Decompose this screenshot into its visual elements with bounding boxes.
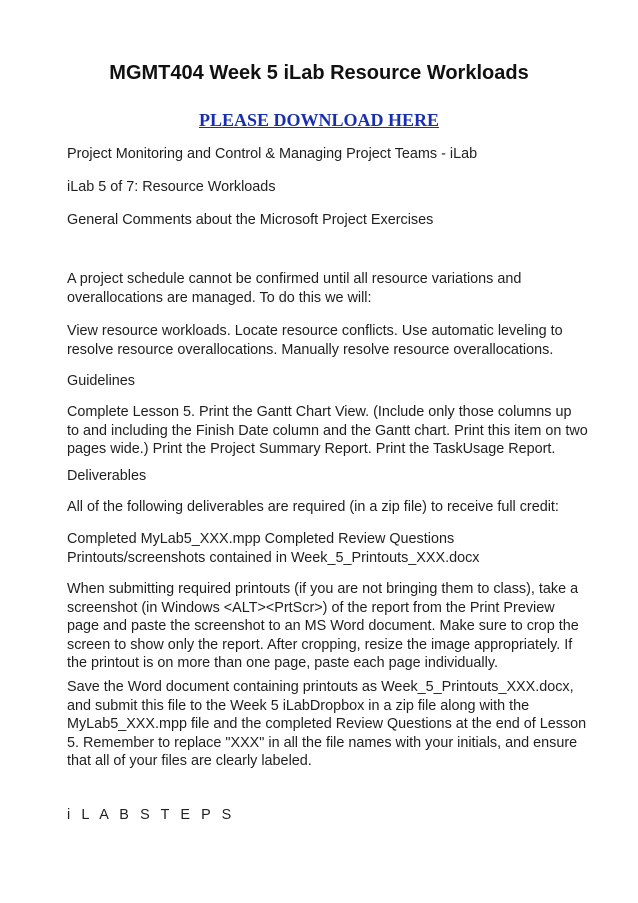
document-title: MGMT404 Week 5 iLab Resource Workloads	[109, 62, 529, 84]
deliverables-heading: Deliverables	[67, 468, 147, 484]
submission-instructions: When submitting required printouts (if you are not bringing them to class), take a screenshot (in Windows <ALT><PrtScr>) of the report from the Print Preview page and paste the screenshot to an MS Word document. Make sure to crop the screen to show only the report. After cropping, resize the image appropriately. If the printout is on more than one page, paste each page individually.	[67, 581, 579, 672]
deliverables-intro: All of the following deliverables are required (in a zip file) to receive full credit:	[67, 499, 559, 515]
objectives-paragraph: View resource workloads. Locate resource conflicts. Use automatic leveling to resolve resource overallocations. Manually resolve resource overallocations.	[67, 323, 563, 358]
general-comments-heading: General Comments about the Microsoft Project Exercises	[67, 212, 434, 228]
course-heading: Project Monitoring and Control & Managing Project Teams - iLab	[67, 146, 478, 162]
intro-paragraph: A project schedule cannot be confirmed until all resource variations and overallocations are managed. To do this we will:	[67, 271, 522, 306]
guidelines-paragraph: Complete Lesson 5. Print the Gantt Chart View. (Include only those columns up to and including the Finish Date column and the Gantt chart. Print this item on two pages wide.) Print the Project Summary Report. Print the TaskUsage Report.	[67, 404, 588, 458]
save-instructions: Save the Word document containing printouts as Week_5_Printouts_XXX.docx, and submit this file to the Week 5 iLabDropbox in a zip file along with the MyLab5_XXX.mpp file and the completed Review Questions at the end of Lesson 5. Remember to replace "XXX" in all the file names with your initials, and ensure that all of your files are clearly labeled.	[67, 679, 587, 770]
lab-number: iLab 5 of 7: Resource Workloads	[67, 179, 276, 195]
guidelines-heading: Guidelines	[67, 373, 135, 389]
deliverables-list: Completed MyLab5_XXX.mpp Completed Review Questions Printouts/screenshots contained in Week_5_Printouts_XXX.docx	[67, 531, 480, 566]
download-link[interactable]: PLEASE DOWNLOAD HERE	[198, 110, 440, 130]
ilab-steps-heading: i L A B S T E P S	[67, 807, 235, 823]
